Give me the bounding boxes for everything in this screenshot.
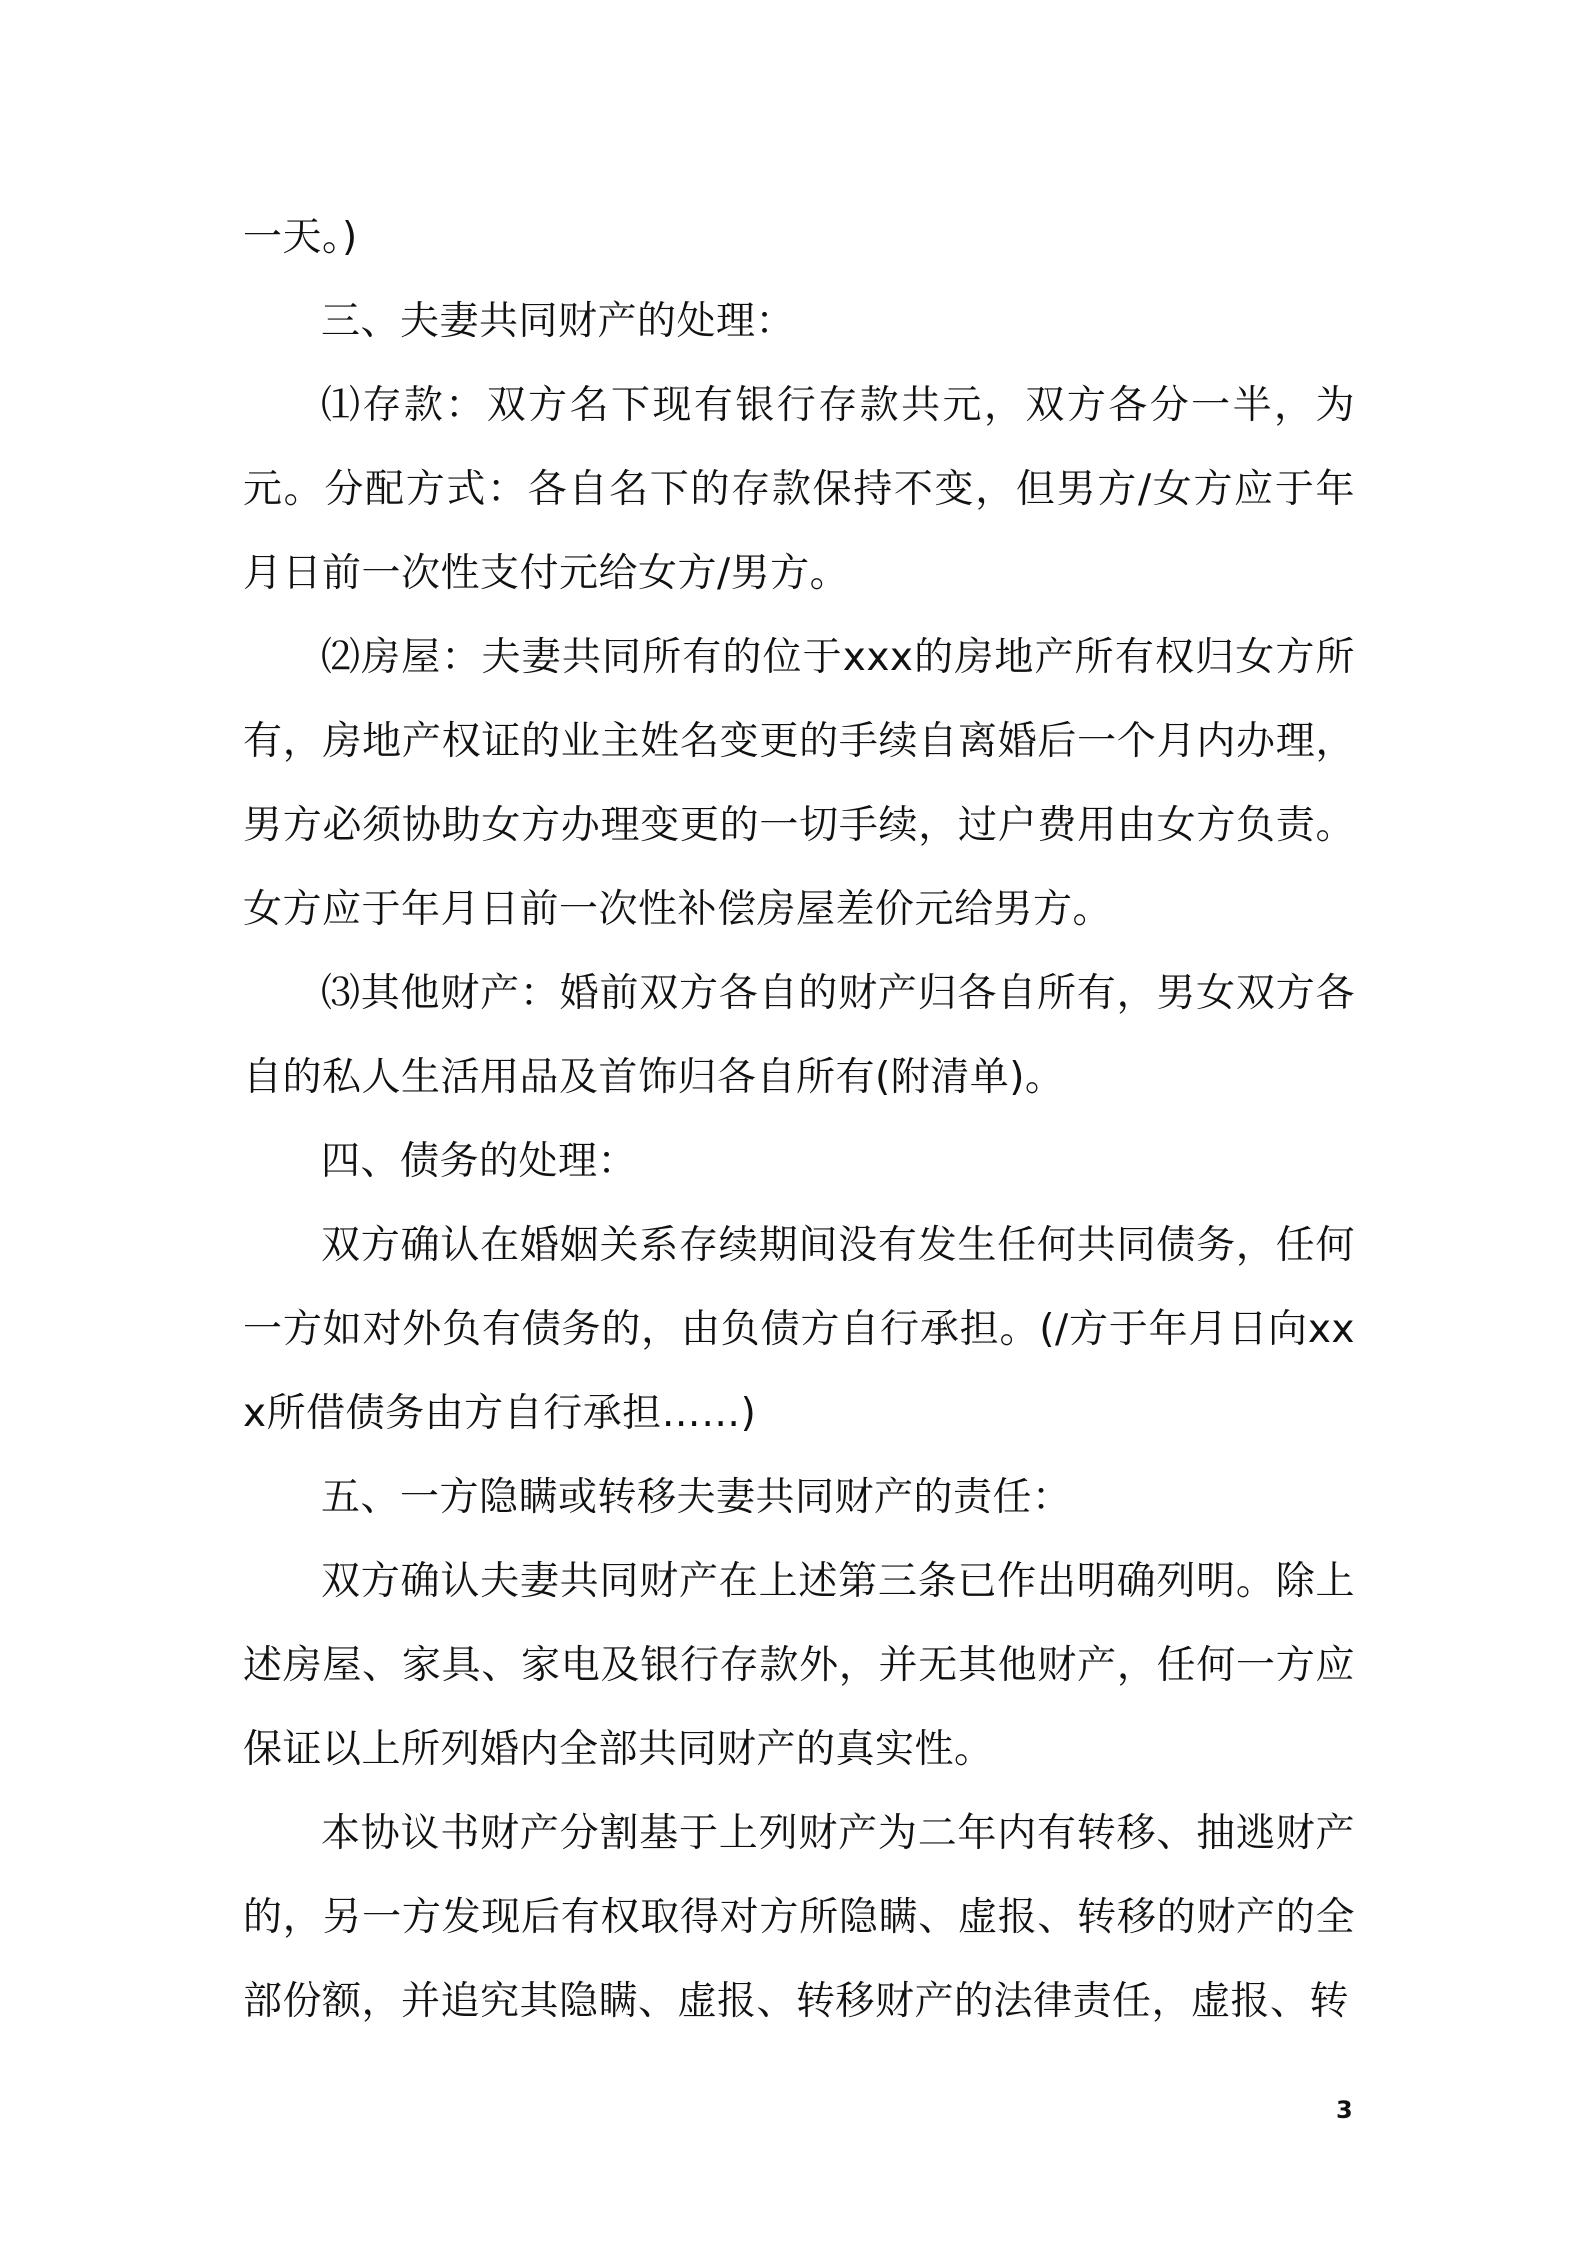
- section-heading-joint-property: 三、夫妻共同财产的处理：: [321, 299, 796, 344]
- paragraph-liability: 本协议书财产分割基于上列财产为二年内有转移、抽逃财产的，另一方发现后有权取得对方所隐瞒、虚报、转移的财产的全部份额，并追究其隐瞒、虚报、转移财产的法律责任，虚报、转: [243, 1811, 1355, 2024]
- paragraph-debts: 双方确认在婚姻关系存续期间没有发生任何共同债务，任何一方如对外负有债务的，由负债方自行承担。(/方于年月日向xxx所借债务由方自行承担……): [243, 1223, 1355, 1436]
- paragraph-continuation: 一天。): [243, 215, 358, 260]
- paragraph-other-property: ⑶其他财产：婚前双方各自的财产归各自所有，男女双方各自的私人生活用品及首饰归各自所有(附清单)。: [243, 971, 1355, 1100]
- page-number: 3: [1336, 2096, 1353, 2124]
- paragraph-confirmation: 双方确认夫妻共同财产在上述第三条已作出明确列明。除上述房屋、家具、家电及银行存款外，并无其他财产，任何一方应保证以上所列婚内全部共同财产的真实性。: [243, 1559, 1355, 1772]
- paragraph-housing: ⑵房屋：夫妻共同所有的位于xxx的房地产所有权归女方所有，房地产权证的业主姓名变更的手续自离婚后一个月内办理，男方必须协助女方办理变更的一切手续，过户费用由女方负责。女方应于年月日前一次性补偿房屋差价元给男方。: [243, 635, 1355, 932]
- document-body: [243, 196, 1355, 2044]
- section-heading-concealment: 五、一方隐瞒或转移夫妻共同财产的责任：: [321, 1475, 1072, 1520]
- paragraph-savings: ⑴存款：双方名下现有银行存款共元，双方各分一半，为元。分配方式：各自名下的存款保持不变，但男方/女方应于年月日前一次性支付元给女方/男方。: [243, 383, 1355, 596]
- section-heading-debts: 四、债务的处理：: [321, 1139, 638, 1184]
